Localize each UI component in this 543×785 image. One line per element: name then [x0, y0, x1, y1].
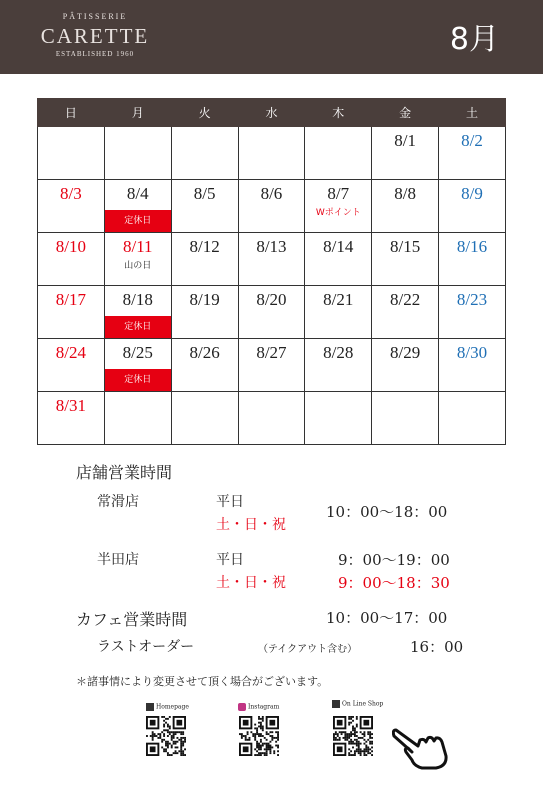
- day-date: 8/15: [390, 237, 421, 256]
- shopping-bag-icon: [332, 700, 340, 708]
- store2-name: 半田店: [97, 552, 139, 568]
- calendar-day-cell: [38, 339, 105, 392]
- instagram-icon: [238, 703, 246, 711]
- day-date: 8/6: [260, 184, 283, 203]
- calendar-day-cell: [171, 339, 238, 392]
- instagram-qr-code[interactable]: [239, 716, 279, 756]
- day-date: 8/29: [390, 343, 421, 362]
- calendar-table: [37, 98, 506, 445]
- day-date: 8/1: [394, 131, 416, 150]
- day-date: 8/4: [126, 184, 149, 203]
- store2-weekday-time: 9：00〜19：00: [338, 551, 450, 569]
- store2-weekend: 土・日・祝: [216, 575, 286, 591]
- day-date: 8/14: [323, 237, 354, 256]
- calendar-day-cell: [238, 233, 305, 286]
- store-hours-title: 店舗営業時間: [76, 463, 173, 482]
- closed-day-badge: 定休日: [105, 210, 171, 232]
- calendar-day-cell: [238, 286, 305, 339]
- calendar-day-cell: [305, 180, 372, 233]
- calendar-week-row: [38, 180, 506, 233]
- homepage-label: [146, 703, 189, 711]
- calendar-week-row: [38, 233, 506, 286]
- calendar-day-cell: [171, 286, 238, 339]
- weekday-mon: 月: [104, 99, 171, 127]
- instagram-label-text: Instagram: [248, 703, 280, 711]
- brand-tagline: PÂTISSERIE: [62, 12, 128, 21]
- calendar-day-cell: [372, 339, 439, 392]
- store1-weekday: 平日: [216, 494, 244, 510]
- day-date: 8/23: [456, 290, 488, 309]
- day-date: 8/27: [256, 343, 287, 362]
- calendar-week-row: [38, 392, 506, 445]
- calendar-day-cell: [38, 127, 105, 180]
- cafe-hours-title: カフェ営業時間: [76, 610, 188, 629]
- calendar-day-cell: [372, 392, 439, 445]
- day-date: 8/7: [327, 184, 350, 203]
- calendar-day-cell: [171, 392, 238, 445]
- day-date: 8/19: [189, 290, 220, 309]
- shop-label: [332, 700, 383, 708]
- homepage-label-text: Homepage: [156, 703, 189, 711]
- day-date: 8/5: [193, 184, 216, 203]
- calendar-day-cell: [238, 339, 305, 392]
- calendar-day-cell: [38, 286, 105, 339]
- calendar-day-cell: [305, 339, 372, 392]
- calendar-day-cell: [104, 286, 171, 339]
- calendar-day-cell: [238, 392, 305, 445]
- calendar-day-cell: [38, 392, 105, 445]
- day-date: 8/10: [55, 237, 87, 256]
- calendar-day-cell: [305, 233, 372, 286]
- month-title: 8月: [449, 22, 499, 57]
- calendar-week-row: [38, 286, 506, 339]
- calendar-day-cell: [372, 286, 439, 339]
- day-date: 8/18: [122, 290, 153, 309]
- store1-name: 常滑店: [97, 494, 139, 510]
- store1-weekend: 土・日・祝: [216, 517, 286, 533]
- home-icon: [146, 703, 154, 711]
- last-order-note: （テイクアウト含む）: [258, 644, 358, 655]
- closed-day-badge: 定休日: [105, 316, 171, 338]
- calendar-day-cell: [305, 392, 372, 445]
- calendar-day-cell: [305, 127, 372, 180]
- day-date: 8/3: [60, 184, 82, 203]
- header-bar: [0, 0, 543, 74]
- weekday-wed: 水: [238, 99, 305, 127]
- calendar-day-cell: [171, 233, 238, 286]
- calendar-day-cell: [372, 180, 439, 233]
- weekday-tue: 火: [171, 99, 238, 127]
- day-date: 8/22: [390, 290, 421, 309]
- closed-day-badge: 定休日: [105, 369, 171, 391]
- calendar-day-cell: [38, 180, 105, 233]
- weekday-fri: 金: [372, 99, 439, 127]
- shop-label-text: On Line Shop: [342, 700, 384, 708]
- weekday-sat: 土: [439, 99, 506, 127]
- homepage-qr-code[interactable]: [146, 716, 186, 756]
- day-date: 8/12: [189, 237, 220, 256]
- day-note: Wポイント: [315, 208, 361, 218]
- calendar-day-cell: [439, 233, 506, 286]
- day-date: 8/26: [189, 343, 220, 362]
- calendar-day-cell: [104, 180, 171, 233]
- store2-weekend-time: 9：00〜18：30: [338, 574, 450, 592]
- calendar-day-cell: [439, 180, 506, 233]
- calendar-day-cell: [104, 392, 171, 445]
- brand-logo: CARETTE: [40, 24, 150, 48]
- day-date: 8/2: [461, 131, 483, 150]
- instagram-label: [238, 703, 279, 711]
- day-date: 8/11: [122, 237, 153, 256]
- day-date: 8/21: [323, 290, 354, 309]
- day-date: 8/17: [55, 290, 87, 309]
- store2-weekday: 平日: [216, 552, 244, 568]
- day-date: 8/30: [456, 343, 488, 362]
- day-date: 8/13: [256, 237, 287, 256]
- calendar-day-cell: [171, 180, 238, 233]
- day-date: 8/31: [55, 396, 87, 415]
- last-order-time: 16：00: [410, 638, 464, 656]
- calendar-day-cell: [238, 180, 305, 233]
- calendar-day-cell: [104, 127, 171, 180]
- calendar-day-cell: [38, 233, 105, 286]
- calendar-day-cell: [305, 286, 372, 339]
- calendar-day-cell: [104, 233, 171, 286]
- day-date: 8/25: [122, 343, 153, 362]
- day-date: 8/24: [55, 343, 87, 362]
- shop-qr-code[interactable]: [333, 716, 373, 756]
- calendar-day-cell: [171, 127, 238, 180]
- calendar-day-cell: [104, 339, 171, 392]
- day-date: 8/8: [394, 184, 416, 203]
- day-date: 8/20: [256, 290, 287, 309]
- last-order-label: ラストオーダー: [97, 639, 195, 655]
- calendar-day-cell: [372, 127, 439, 180]
- calendar-week-row: [38, 127, 506, 180]
- weekday-thu: 木: [305, 99, 372, 127]
- calendar-day-cell: [439, 286, 506, 339]
- cafe-time: 10：00〜17：00: [326, 609, 448, 627]
- brand-established: ESTABLISHED 1960: [55, 50, 135, 58]
- day-date: 8/9: [461, 184, 483, 203]
- calendar-day-cell: [439, 339, 506, 392]
- weekday-sun: 日: [38, 99, 105, 127]
- calendar-day-cell: [439, 127, 506, 180]
- day-note: 山の日: [124, 261, 152, 271]
- calendar-day-cell: [439, 392, 506, 445]
- day-date: 8/28: [323, 343, 354, 362]
- calendar-week-row: [38, 339, 506, 392]
- day-date: 8/16: [456, 237, 488, 256]
- calendar-day-cell: [372, 233, 439, 286]
- weekday-header-row: [38, 99, 506, 127]
- pointing-hand-icon: [392, 722, 452, 772]
- store1-time: 10：00〜18：00: [326, 503, 448, 521]
- notice-text: ＊諸事情により変更させて頂く場合がございます。: [76, 675, 329, 688]
- calendar-day-cell: [238, 127, 305, 180]
